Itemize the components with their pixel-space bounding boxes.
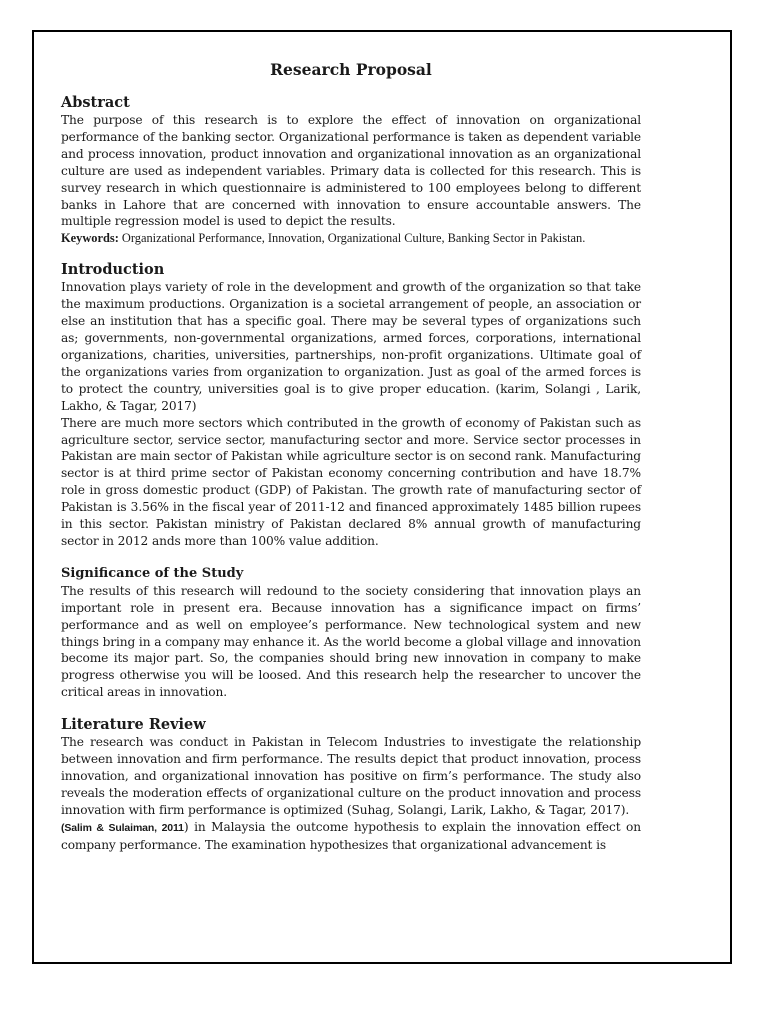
introduction-heading: Introduction [61,261,165,279]
significance-heading: Significance of the Study [61,565,244,581]
keywords-text: Organizational Performance, Innovation, Organizational Culture, Banking Sector in Pakistan. [118,231,586,246]
citation-salim-sulaiman: (Salim & Sulaiman, 2011 [61,821,184,834]
literature-paragraph-2 [61,819,641,854]
document-body [61,60,641,854]
keywords-label: Keywords: [61,231,119,246]
significance-paragraph: The results of this research will redound to the society considering that innovation plays an important role in present era. Because innovation has a significance impact on firms’ performance and as well on employee’s performance. New technological system and new things bring in a company may enhance it. As the world become a global village and innovation become its major part. So, the companies should bring new innovation in company to make progress otherwise you will be loosed. And this research help the researcher to uncover the critical areas in innovation. [61,583,641,700]
abstract-heading: Abstract [61,94,130,111]
document-title: Research Proposal [270,60,432,79]
introduction-paragraph-1: Innovation plays variety of role in the development and growth of the organization so that take the maximum productions. Organization is a societal arrangement of people, an association or else an institution that has a specific goal. There may be several types of organizations such as; governments, non-governmental organizations, armed forces, corporations, international organizations, charities, universities, partnerships, non-profit organizations. Ultimate goal of the organizations varies from organization to organization. Just as goal of the armed forces is to protect the country, universities goal is to give proper education. (karim, Solangi , Larik, Lakho, & Tagar, 2017) [61,280,641,413]
literature-heading: Literature Review [61,716,206,734]
literature-paragraph-2-text: ) in Malaysia the outcome hypothesis to explain the innovation effect on company performance. The examination hypothesizes that organizational advancement is [61,819,642,852]
introduction-paragraph-2: There are much more sectors which contributed in the growth of economy of Pakistan such as agriculture sector, service sector, manufacturing sector and more. Service sector processes in Pakistan are main sector of Pakistan while agriculture sector is on second rank. Manufacturing sector is at third prime sector of Pakistan economy concerning contribution and have 18.7% role in gross domestic product (GDP) of Pakistan. The growth rate of manufacturing sector of Pakistan is 3.56% in the fiscal year of 2011-12 and financed approximately 1485 billion rupees in this sector. Pakistan ministry of Pakistan declared 8% annual growth of manufacturing sector in 2012 ands more than 100% value addition. [61,415,641,548]
keywords-line [61,230,641,247]
literature-paragraph-1: The research was conduct in Pakistan in Telecom Industries to investigate the relationship between innovation and firm performance. The results depict that product innovation, process innovation, and organizational innovation has positive on firm’s performance. The study also reveals the moderation effects of organizational culture on the product innovation and process innovation with firm performance is optimized (Suhag, Solangi, Larik, Lakho, & Tagar, 2017). [61,735,641,817]
abstract-paragraph: The purpose of this research is to explore the effect of innovation on organizational performance of the banking sector. Organizational performance is taken as dependent variable and process innovation, product innovation and organizational innovation as an organizational culture are used as independent variables. Primary data is collected for this research. This is survey research in which questionnaire is administered to 100 employees belong to different banks in Lahore that are concerned with innovation to ensure accountable answers. The multiple regression model is used to depict the results. [61,113,641,229]
